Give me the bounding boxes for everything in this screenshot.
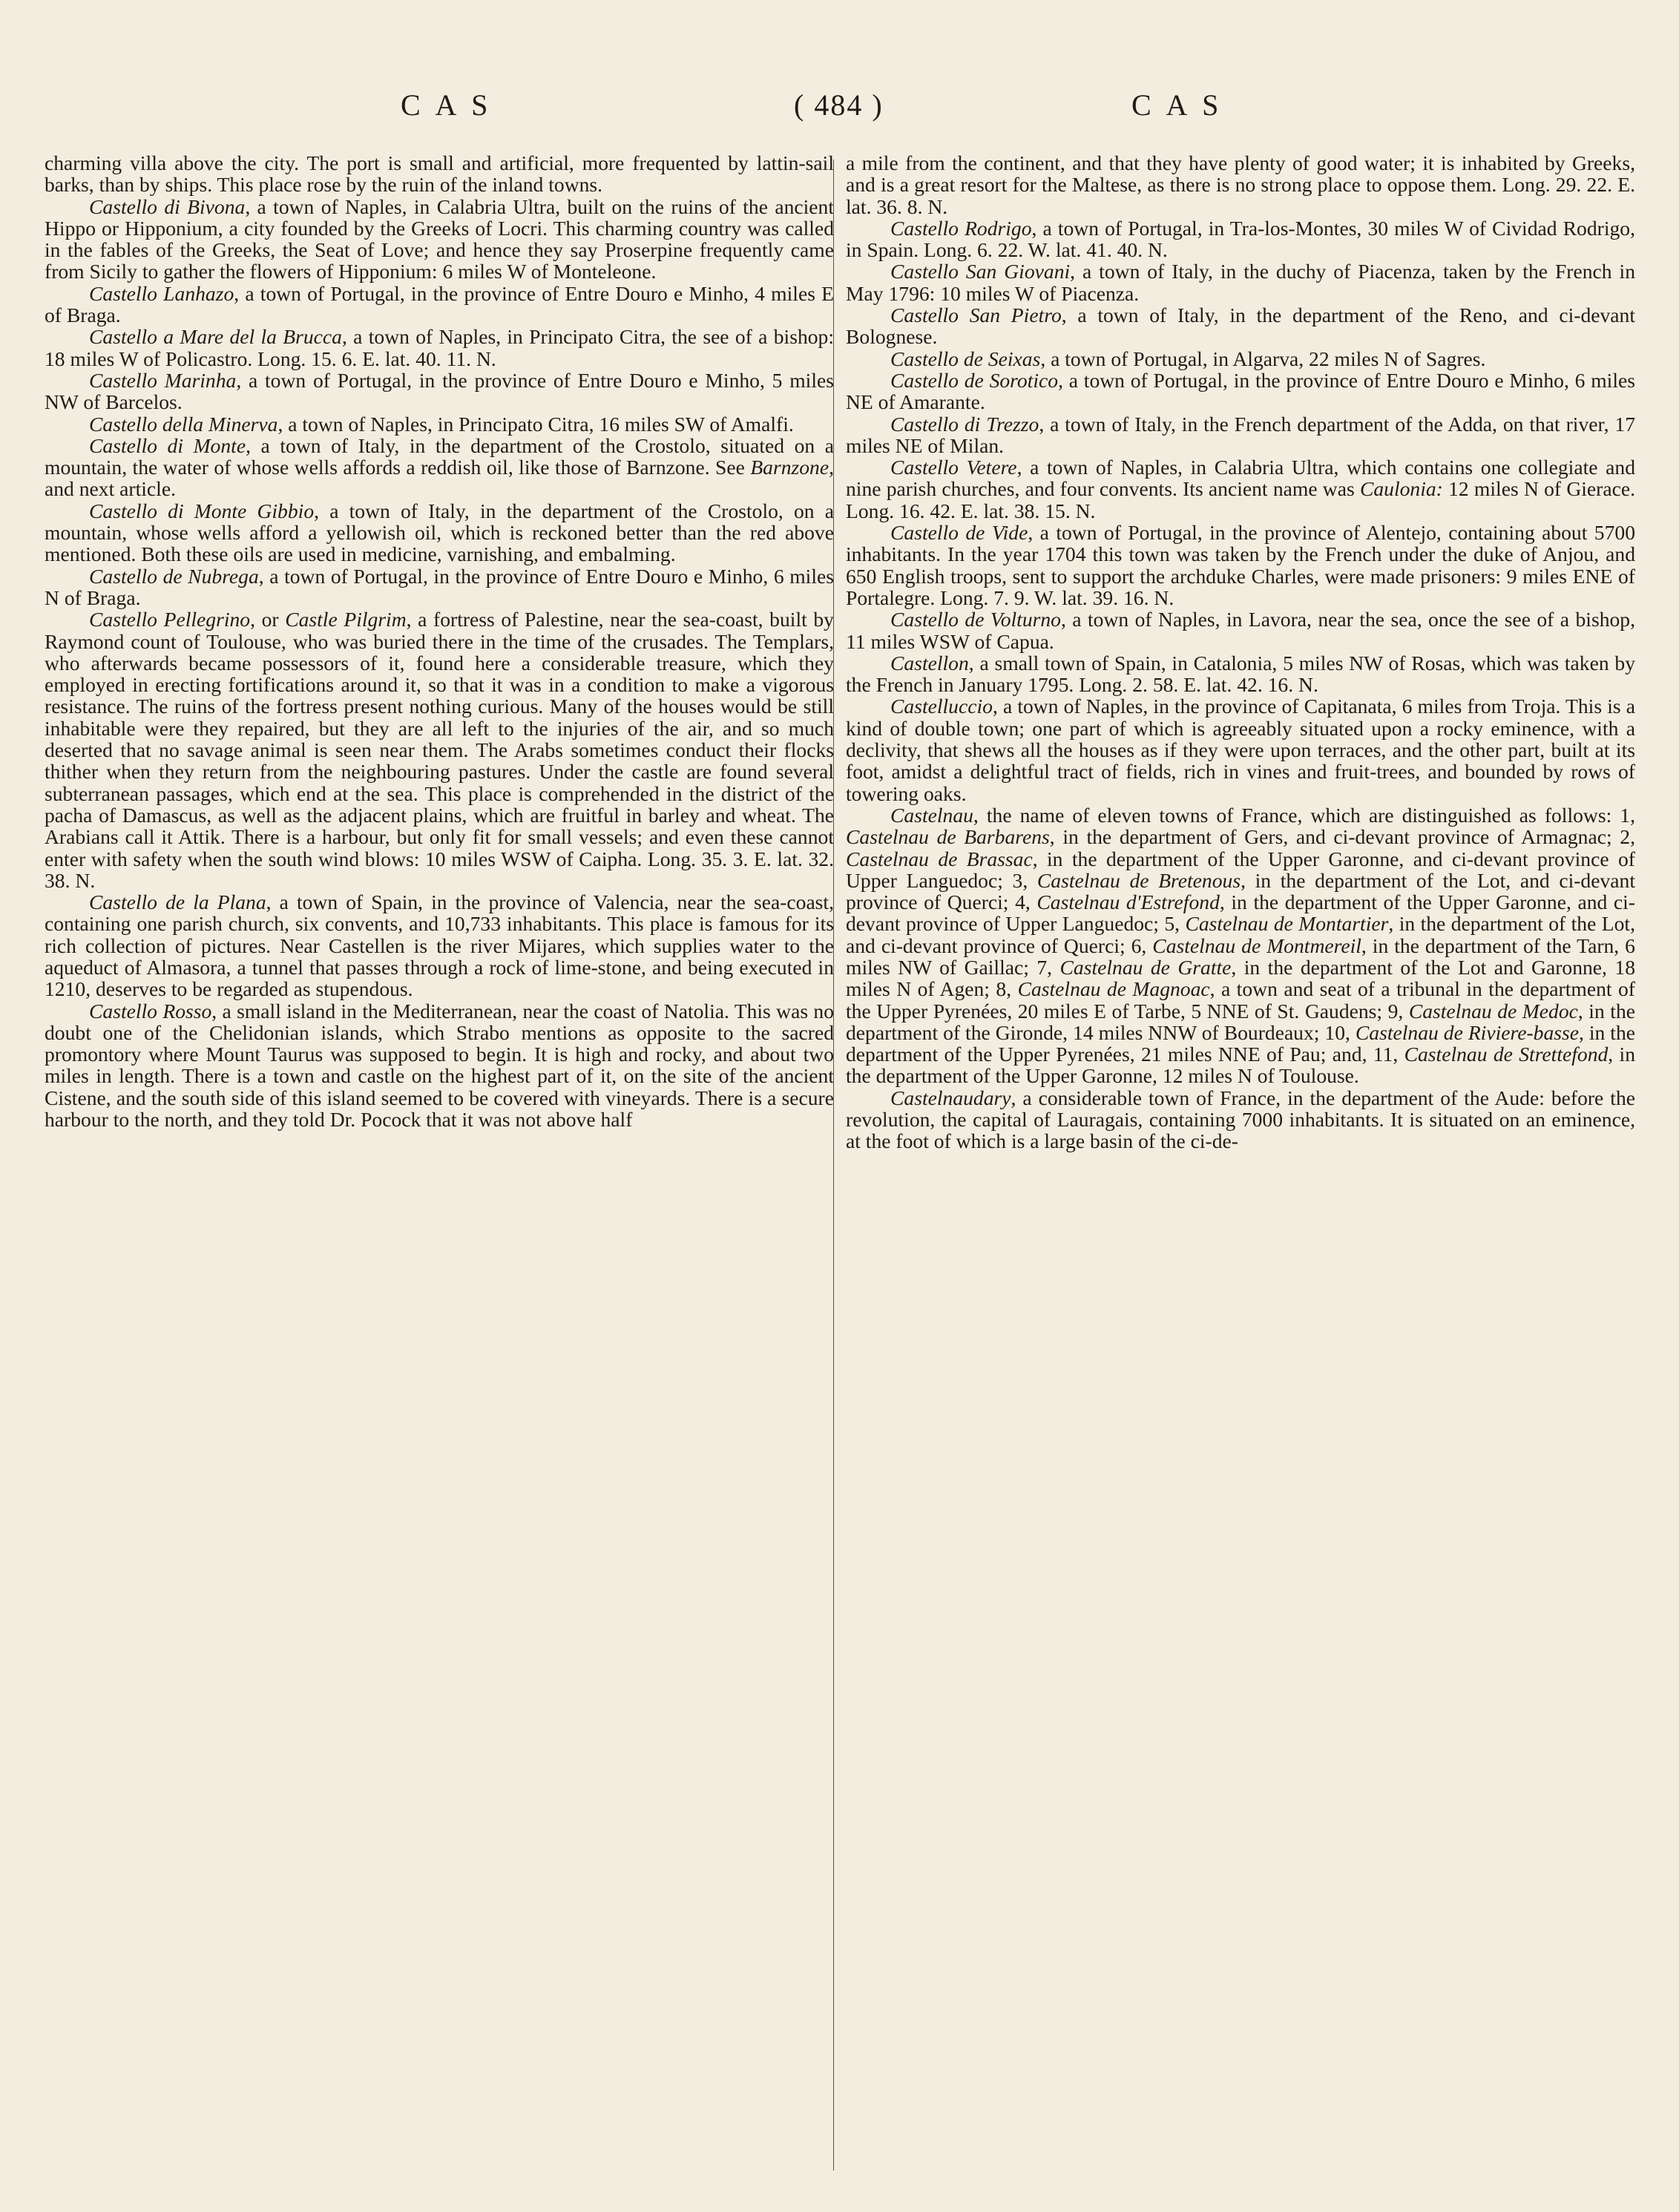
entry-name: Castelnau de Montartier: [1185, 912, 1389, 936]
entry-name: Castellon: [890, 651, 969, 675]
entry-name: Castello di Bivona: [89, 194, 246, 218]
entry-name: Castelnau d'Estrefond: [1036, 890, 1220, 914]
gazetteer-entry: [45, 565, 834, 609]
entry-text: , a town of Spain, in the province of Valencia, near the sea-coast, containing one parish church, six convents, and 10,733 inhabitants. This place is famous for its rich collection of pictures. Near Castellen is the river Mijares, which supplies water to the aqueduct of Almasora, a tunnel that passes through a rock of lime-stone, and being executed in 1210, deserves to be regarded as stupendous.: [45, 890, 834, 1001]
entry-name: Castello de Nubrega: [89, 564, 259, 588]
entry-name: Castello Vetere: [890, 456, 1017, 479]
gazetteer-entry: [45, 1000, 834, 1131]
entry-text: , a town of Portugal, in the province of Entre Douro e Minho, 5 miles NW of Barcelos.: [45, 368, 834, 414]
gazetteer-entry: [846, 260, 1635, 304]
gazetteer-entry: [846, 217, 1635, 261]
entry-name: Castello San Giovani: [890, 260, 1071, 283]
entry-name: Castello Marinha: [89, 368, 237, 392]
entry-text: 12 miles N of Gierace. Long. 16. 42. E. lat. 38. 15. N.: [846, 477, 1635, 522]
entry-name: Castelnau de Riviere-basse: [1355, 1020, 1579, 1044]
continued-paragraph: [45, 152, 834, 196]
gazetteer-entry: [45, 326, 834, 370]
entry-name: Castello Rosso: [89, 999, 212, 1023]
entry-text: , a fortress of Palestine, near the sea-coast, built by Raymond count of Toulouse, who was buried there in the time of the crusades. The Templars, who afterwards became possessors of it, found here a considerable treasure, which they employed in erecting fortifications around it, so that it was in a condition to make a vigorous resistance. The ruins of the fortress present nothing curious. Many of the houses would be still inhabitable were they repaired, but they are all left to the injuries of the air, and so much deserted that no savage animal is seen near them. The Arabs sometimes conduct their flocks thither when they return from the neighbouring pastures. Under the castle are found several subterranean passages, which end at the sea. This place is comprehended in the district of the pacha of Damascus, as well as the adjacent plains, which are fruitful in barley and wheat. The Arabians call it Attik. There is a harbour, but only fit for small vessels; and even these cannot enter with safety when the south wind blows: 10 miles WSW of Caipha. Long. 35. 3. E. lat. 32. 38. N.: [45, 608, 834, 892]
entry-name: Barnzone: [750, 456, 829, 479]
entry-name: Castello de Volturno: [890, 608, 1061, 631]
entry-name: Castello Lanhazo: [89, 281, 234, 305]
entry-name: Castelnau: [890, 803, 973, 827]
entry-text: , a town of Naples, in the province of Capitanata, 6 miles from Troja. This is a kind of double town; one part of which is agreeably situated upon a rocky eminence, with a declivity, that shews all the houses as if they were upon terraces, and the other part, built at its foot, amidst a delightful tract of fields, rich in vines and fruit-trees, and bounded by rows of towering oaks.: [846, 695, 1635, 805]
entry-name: Castello di Monte Gibbio: [89, 499, 315, 522]
entry-name: Castelnau de Montmereil: [1152, 933, 1361, 957]
entry-text: , in the department of the Upper Garonne, and ci-devant province of Upper Languedoc; 5,: [846, 890, 1635, 936]
entry-text: , in the department of the Lot, and ci-devant province of Querci; 4,: [846, 868, 1635, 914]
entry-text: , or: [250, 608, 286, 631]
header-left-guide-word: C A S: [401, 88, 493, 122]
gazetteer-entry: [45, 891, 834, 1000]
entry-name: Castello Rodrigo: [890, 216, 1032, 240]
entry-text: , in the department of the Lot, and ci-devant province of Querci; 6,: [846, 912, 1635, 957]
entry-name: Castelnau de Barbarens: [846, 825, 1050, 849]
entry-text: , a town of Portugal, in Algarva, 22 miles N of Sagres.: [1040, 347, 1486, 370]
entry-name: Castello Pellegrino: [89, 608, 251, 631]
gazetteer-entry: [846, 413, 1635, 457]
entry-name: Castello de Vide: [890, 521, 1028, 545]
entry-text: , a town of Portugal, in the province of Entre Douro e Minho, 4 miles E of Braga.: [45, 281, 834, 327]
entry-name: Castello a Mare del la Brucca: [89, 325, 342, 349]
gazetteer-entry: [846, 1087, 1635, 1152]
gazetteer-entry: [45, 370, 834, 413]
entry-text: , a town of Italy, in the French department of the Adda, on that river, 17 miles NE of Milan.: [846, 412, 1635, 457]
entry-name: Castello della Minerva: [89, 412, 278, 436]
running-header: [45, 88, 1634, 132]
gazetteer-entry: [45, 196, 834, 283]
entry-text: , a town of Portugal, in the province of Entre Douro e Minho, 6 miles N of Braga.: [45, 564, 834, 609]
entry-text: , and next article.: [45, 456, 834, 501]
gazetteer-entry: [846, 608, 1635, 652]
entry-name: Castello de Sorotico: [890, 368, 1059, 392]
entry-text: , in the department of Gers, and ci-devant province of Armagnac; 2,: [1049, 825, 1635, 849]
column-divider: [833, 160, 834, 2170]
entry-text: , a town of Naples, in Calabria Ultra, built on the ruins of the ancient Hippo or Hipponium, a city founded by the Greeks of Locri. This charming country was called in the fables of the Greeks, the Seat of Love; and hence they say Proserpine frequently came from Sicily to gather the flowers of Hipponium: 6 miles W of Monteleone.: [45, 194, 834, 283]
entry-name: Castelluccio: [890, 695, 993, 718]
entry-name: Castello de la Plana: [89, 890, 266, 914]
gazetteer-entry: [846, 652, 1635, 696]
continued-paragraph: [846, 152, 1635, 217]
entry-text: a mile from the continent, and that they have plenty of good water; it is inhabited by Greeks, and is a great resort for the Maltese, as there is no strong place to oppose them. Long. 29. 22. E. lat. 36. 8. N.: [846, 151, 1635, 218]
entry-text: , a town of Naples, in Principato Citra, the see of a bishop: 18 miles W of Policastro. Long. 15. 6. E. lat. 40. 11. N.: [45, 325, 835, 370]
entry-text: , a town of Naples, in Principato Citra, 16 miles SW of Amalfi.: [277, 412, 794, 436]
entry-text: , a town of Portugal, in Tra-los-Montes, 30 miles W of Cividad Rodrigo, in Spain. Long. 6. 22. W. lat. 41. 40. N.: [846, 216, 1635, 262]
entry-text: , a small island in the Mediterranean, near the coast of Natolia. This was no doubt one of the Chelidonian islands, which Strabo mentions as opposite to the sacred promontory where Mount Taurus was supposed to begin. It is high and rocky, and about two miles in length. There is a town and castle on the highest part of it, on the site of the ancient Cistene, and the south side of this island seemed to be covered with vineyards. There is a secure harbour to the north, and they told Dr. Pocock that it was not above half: [45, 999, 835, 1132]
gazetteer-entry: [846, 304, 1635, 348]
entry-name: Castello de Seixas: [890, 347, 1041, 370]
entry-name: Castello San Pietro: [890, 303, 1062, 327]
entry-text: , a considerable town of France, in the department of the Aude: before the revolution, the capital of Lauragais, containing 7000 inhabitants. It is situated on an eminence, at the foot of which is a large basin of the ci-de-: [846, 1086, 1635, 1153]
entry-text: , a town of Italy, in the duchy of Piacenza, taken by the French in May 1796: 10 miles W of Piacenza.: [846, 260, 1635, 305]
entry-text: , in the department of the Upper Pyrenées, 21 miles NNE of Pau; and, 11,: [846, 1020, 1635, 1066]
gazetteer-entry: [846, 522, 1635, 608]
gazetteer-entry: [846, 695, 1635, 804]
entry-name: Castelnau de Medoc: [1408, 999, 1578, 1023]
header-right-guide-word: C A S: [1131, 88, 1223, 122]
page-number: ( 484 ): [794, 88, 884, 122]
entry-name: Castelnau de Magnoac: [1017, 977, 1210, 1001]
entry-text: , the name of eleven towns of France, which are distinguished as follows: 1,: [973, 803, 1635, 827]
entry-name: Castello di Trezzo: [890, 412, 1039, 436]
entry-name: Caulonia:: [1359, 477, 1443, 501]
gazetteer-entry: [846, 804, 1635, 1087]
gazetteer-entry: [45, 500, 834, 565]
right-column: [846, 152, 1635, 1152]
gazetteer-entry: [45, 608, 834, 891]
entry-text: , in the department of the Tarn, 6 miles NW of Gaillac; 7,: [846, 933, 1635, 979]
entry-text: , a town of Portugal, in the province of Alentejo, containing about 5700 inhabitants. In the year 1704 this town was taken by the French under the duke of Anjou, and 650 English troops, sent to support the archduke Charles, were made prisoners: 9 miles ENE of Portalegre. Long. 7. 9. W. lat. 39. 16. N.: [846, 521, 1635, 609]
left-column: [45, 152, 834, 1130]
entry-text: , a town of Italy, in the department of the Crostolo, situated on a mountain, the water of whose wells affords a reddish oil, like those of Barnzone. See: [45, 433, 834, 479]
gazetteer-entry: [45, 435, 834, 500]
gazetteer-entry: [846, 456, 1635, 522]
gazetteer-entry: [45, 413, 834, 435]
entry-text: , in the department of the Upper Garonne, 12 miles N of Toulouse.: [846, 1043, 1635, 1088]
entry-name: Castelnau de Brassac: [846, 847, 1033, 870]
entry-text: , a town of Naples, in Lavora, near the sea, once the see of a bishop, 11 miles WSW of Capua.: [846, 608, 1635, 653]
entry-text: , a town of Portugal, in the province of Entre Douro e Minho, 6 miles NE of Amarante.: [846, 368, 1635, 414]
entry-name: Castello di Monte: [89, 433, 246, 457]
entry-text: , in the department of the Upper Garonne, and ci-devant province of Upper Languedoc; 3,: [846, 847, 1635, 892]
entry-name: Castelnau de Gratte: [1059, 955, 1232, 979]
entry-text: , a town and seat of a tribunal in the department of the Upper Pyrenées, 20 miles E of Tarbe, 5 NNE of St. Gaudens; 9,: [846, 977, 1635, 1023]
entry-text: charming villa above the city. The port is small and artificial, more frequented by lattin-sail barks, than by ships. This place rose by the ruin of the inland towns.: [45, 151, 834, 197]
entry-name: Castle Pilgrim: [285, 608, 407, 631]
entry-text: , in the department of the Lot and Garonne, 18 miles N of Agen; 8,: [846, 955, 1635, 1001]
entry-text: , a town of Italy, in the department of the Reno, and ci-devant Bolognese.: [846, 303, 1635, 349]
entry-name: Castelnaudary: [890, 1086, 1011, 1109]
entry-text: , a town of Italy, in the department of the Crostolo, on a mountain, whose wells afford a yellowish oil, which is reckoned better than the red above mentioned. Both these oils are used in medicine, varnishing, and embalming.: [45, 499, 834, 566]
gazetteer-entry: [846, 370, 1635, 413]
entry-name: Castelnau de Bretenous: [1036, 868, 1241, 892]
entry-text: , in the department of the Gironde, 14 miles NNW of Bourdeaux; 10,: [846, 999, 1636, 1044]
entry-text: , a town of Naples, in Calabria Ultra, which contains one collegiate and nine parish churches, and four convents. Its ancient name was: [846, 456, 1635, 501]
entry-text: , a small town of Spain, in Catalonia, 5 miles NW of Rosas, which was taken by the French in January 1795. Long. 2. 58. E. lat. 42. 16. N.: [846, 651, 1635, 697]
entry-name: Castelnau de Strettefond: [1404, 1043, 1609, 1066]
gazetteer-entry: [846, 348, 1635, 370]
gazetteer-entry: [45, 283, 834, 326]
